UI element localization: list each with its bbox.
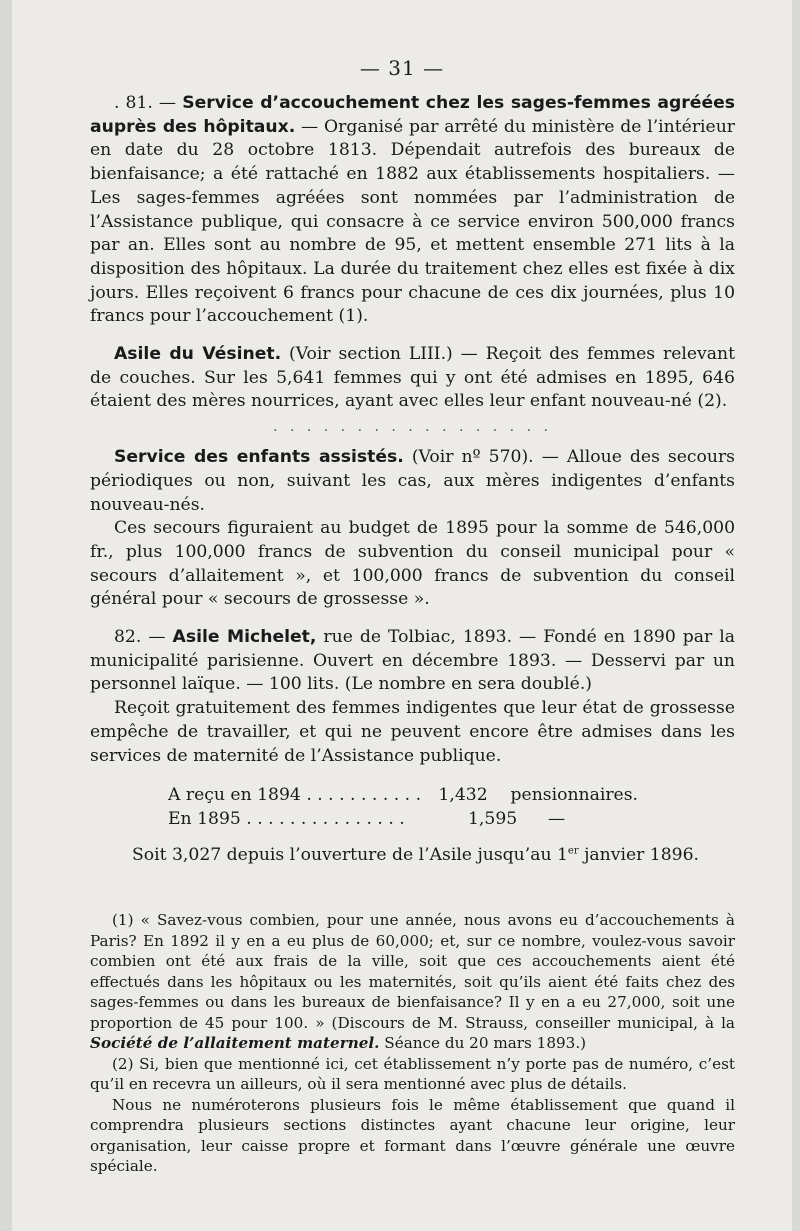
total-date: janvier 1896.: [584, 844, 700, 865]
main-text: [90, 92, 735, 867]
enfants-title: Service des enfants assistés.: [114, 447, 404, 468]
stat-label: A reçu en 1894 . . . . . . . . . . .: [168, 785, 422, 806]
total-text: Soit 3,027 depuis l’ouverture de l’Asile jusqu’au 1: [132, 844, 568, 865]
stat-value: 1,432: [438, 785, 488, 806]
footnote-1: [90, 910, 735, 1054]
section-82-text: rue de Tolbiac, 1893. — Fondé en 1890 par la municipalité parisienne. Ouvert en décembre 1893. — Desservi par un personnel laïque. — 100 lits. (Le nombre en sera doublé.): [90, 627, 735, 695]
section-82: [90, 626, 735, 697]
vesinet-title: Asile du Vésinet.: [114, 344, 282, 365]
section-81-number: . 81. —: [114, 93, 177, 113]
book-page: [12, 0, 792, 1231]
footnote-1-date: Séance du 20 mars 1893.): [384, 1034, 587, 1052]
footnote-2: (2) Si, bien que mentionné ici, cet établissement n’y porte pas de numéro, c’est qu’il en recevra un ailleurs, où il sera mentionné avec plus de détails.: [90, 1054, 735, 1093]
page-number: — 31 —: [359, 56, 445, 80]
dotted-separator: . . . . . . . . . . . . . . . . .: [273, 419, 552, 436]
section-81-text: — Organisé par arrêté du ministère de l’intérieur en date du 28 octobre 1813. Dépendait autrefois des bureaux de bienfaisance; a été rattaché en 1882 aux établissements hospitaliers. — Les sages-femmes agréées sont nommées par l’administration de l’Assistance publique, qui consacre à ce service environ 500,000 francs par an. Elles sont au nombre de 95, et mettent ensemble 271 lits à la disposition des hôpitaux. La durée du traitement chez elles est fixée à dix jours. Elles reçoivent 6 francs pour chacune de ces dix journées, plus 10 francs pour l’accouchement (1).: [90, 116, 735, 327]
footnotes: [90, 910, 735, 1177]
enfants-paragraph: [90, 446, 735, 517]
total-superscript: er: [567, 844, 579, 856]
vesinet-text: (Voir section LIII.) — Reçoit des femmes relevant de couches. Sur les 5,641 femmes qui y ont été admises en 1895, 646 étaient des mères nourrices, ayant avec elles leur enfant nouveau-né (2).: [90, 344, 735, 412]
footnote-1-source: Société de l’allaitement maternel.: [90, 1034, 380, 1052]
stat-unit: pensionnaires.: [510, 785, 638, 806]
stat-row: [168, 784, 638, 808]
vesinet-paragraph: [90, 343, 735, 414]
stat-label: En 1895 . . . . . . . . . . . . . . .: [168, 808, 405, 829]
section-81: [90, 92, 735, 329]
stat-row: [168, 808, 638, 832]
total-line: [90, 844, 735, 868]
enfants-text: (Voir nº 570). — Alloue des secours périodiques ou non, suivant les cas, aux mères indigentes d’enfants nouveau-nés.: [90, 447, 736, 515]
enfants-paragraph-2: Ces secours figuraient au budget de 1895 pour la somme de 546,000 fr., plus 100,000 francs de subvention du conseil municipal pour « secours d’allaitement », et 100,000 francs de subvention du conseil général pour « secours de grossesse ».: [90, 518, 735, 610]
footnote-3: Nous ne numéroterons plusieurs fois le même établissement que quand il comprendra plusieurs sections distinctes ayant chacune leur origine, leur organisation, leur caisse propre et formant dans l’œuvre générale une œuvre spéciale.: [90, 1095, 735, 1175]
section-81-title: Service d’accouchement chez les sages-femmes agréées auprès des hôpitaux.: [90, 93, 735, 137]
stat-unit: —: [548, 808, 566, 829]
admissions-stats: [168, 784, 735, 831]
section-82-number: 82. —: [114, 627, 166, 648]
section-82-paragraph-2: Reçoit gratuitement des femmes indigentes que leur état de grossesse empêche de travailler, et qui ne peuvent encore être admises dans les services de maternité de l’Assistance publique.: [90, 698, 735, 766]
stat-value: 1,595: [468, 808, 518, 829]
footnote-1-text: (1) « Savez-vous combien, pour une année, nous avons eu d’accouchements à Paris? En 1892 il y en a eu plus de 60,000; et, sur ce nombre, voulez-vous savoir combien ont été aux frais de la ville, soit que ces accouchements aient été effectués dans les hôpitaux ou les maternités, soit qu’ils aient été faits chez des sages-femmes ou dans les bureaux de bienfaisance? Il y en a eu 27,000, soit une proportion de 45 pour 100. » (Discours de M. Strauss, conseiller municipal, à la: [90, 911, 735, 1032]
section-82-title: Asile Michelet,: [172, 627, 317, 648]
